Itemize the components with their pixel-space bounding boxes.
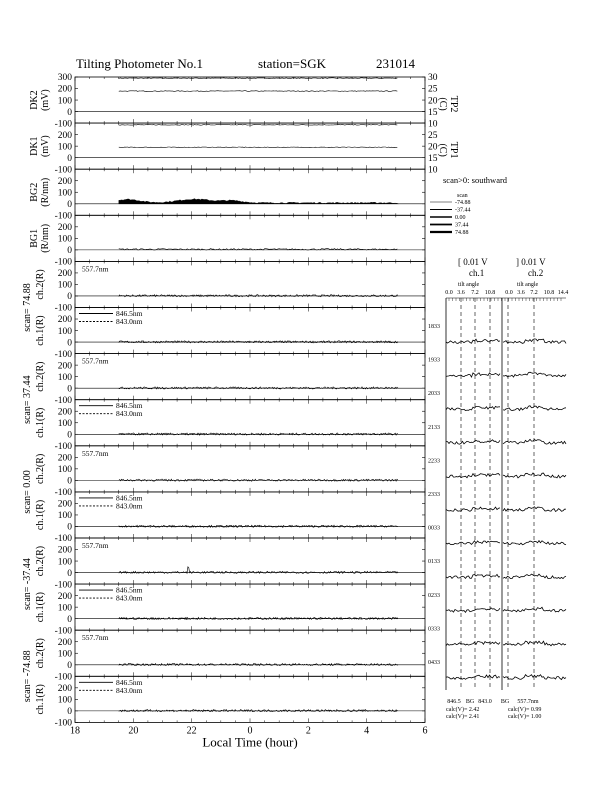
ch2-label: ch.2 — [528, 268, 544, 278]
ch2-profile-trace — [503, 607, 566, 612]
panel-ylabel: ch.1(R) — [35, 684, 46, 715]
y-tick-label: 200 — [57, 637, 72, 648]
scan-legend-value: 0.00 — [455, 215, 466, 221]
legend-label: 846.5nm — [116, 677, 143, 687]
scan-legend-value: 74.88 — [455, 230, 469, 236]
y-tick-label: 200 — [57, 499, 72, 510]
scan-label: scan= 0.00 — [22, 470, 33, 514]
y-tick-label: 200 — [57, 361, 72, 372]
panel-frame — [75, 77, 425, 123]
x-axis-label: Local Time (hour) — [202, 734, 298, 750]
y-tick-label: 100 — [57, 511, 72, 522]
y-tick-label: 100 — [57, 557, 72, 568]
y-tick-label: 0 — [67, 199, 72, 210]
time-label: 0333 — [428, 626, 440, 633]
ch2-profile-trace — [503, 675, 566, 680]
panel-11 — [22, 538, 425, 610]
y-tick-label: 200 — [57, 545, 72, 556]
right-tick-label: 20 — [428, 142, 438, 153]
y-tick-label: -100 — [54, 211, 72, 222]
y-tick-label: 0 — [67, 246, 72, 257]
time-label: 2133 — [428, 424, 440, 431]
legend-label: 846.5nm — [116, 309, 143, 318]
x-tick-label: 0 — [247, 725, 253, 737]
panel-ylabel: DK1(mV) — [29, 135, 51, 157]
y-tick-label: 0 — [67, 660, 72, 671]
ch1-calc-value: calc(V)= 2.42 — [446, 707, 480, 713]
panel-7 — [22, 354, 425, 424]
y-tick-label: -100 — [54, 349, 72, 360]
ch1-tilt-tick: 7.2 — [471, 290, 479, 296]
x-tick-label: 4 — [364, 725, 370, 737]
y-tick-label: 100 — [57, 96, 72, 107]
series-trace — [119, 125, 398, 126]
time-label: 1933 — [428, 357, 440, 364]
x-tick-label: 2 — [305, 725, 311, 737]
legend-label: 843.0nm — [116, 685, 143, 695]
panel-ylabel: ch.2(R) — [35, 453, 46, 484]
ch2-profile-trace — [503, 372, 566, 377]
ch2-profile-trace — [503, 507, 566, 512]
x-tick-label: 18 — [70, 725, 80, 737]
series-trace — [119, 91, 398, 92]
right-tick-label: 20 — [428, 96, 438, 107]
time-label: 1833 — [428, 324, 440, 330]
y-tick-label: -100 — [54, 488, 72, 499]
panel-ylabel: BG1(R/nm) — [29, 223, 51, 253]
panel-ylabel: ch.1(R) — [35, 499, 46, 531]
panel-8 — [35, 400, 425, 452]
y-tick-label: 100 — [57, 372, 72, 383]
y-tick-label: 200 — [57, 130, 72, 141]
y-tick-label: 0 — [67, 107, 72, 118]
panel-ylabel: ch.1(R) — [35, 407, 46, 438]
y-tick-label: 0 — [67, 338, 72, 349]
ch1-profile-trace — [446, 440, 500, 444]
panel-5 — [22, 261, 425, 331]
y-tick-label: 200 — [57, 684, 72, 695]
y-tick-label: 200 — [57, 223, 72, 234]
y-tick-label: 200 — [57, 315, 72, 326]
scan-label: scan= 37.44 — [22, 375, 33, 424]
ch2-scale-label: ] 0.01 V — [516, 257, 546, 267]
profile-bottom-label: 557.7nm — [517, 699, 539, 705]
time-label: 0233 — [428, 592, 440, 599]
ch2-profile-trace — [503, 406, 566, 411]
ch1-profile-trace — [446, 574, 500, 578]
y-tick-label: 0 — [67, 568, 72, 579]
ch2-calc-value: calc(V)= 0.99 — [508, 707, 542, 713]
y-tick-label: 100 — [57, 695, 72, 706]
time-label: 0033 — [428, 525, 440, 532]
y-tick-label: 100 — [57, 418, 72, 429]
scan-label: scan= 74.88 — [22, 283, 33, 332]
y-tick-label: -100 — [54, 442, 72, 452]
x-tick-label: 20 — [128, 725, 139, 737]
time-label: 2233 — [428, 458, 440, 465]
y-tick-label: -100 — [54, 718, 72, 729]
y-tick-label: 100 — [57, 326, 72, 337]
y-tick-label: -100 — [54, 672, 72, 683]
y-tick-label: 200 — [57, 407, 72, 418]
y-tick-label: -100 — [54, 395, 72, 406]
right-axis-label: TP2(C) — [437, 95, 459, 113]
y-tick-label: 0 — [67, 430, 72, 441]
ch2-tilt-tick: 14.4 — [557, 290, 569, 296]
right-tick-label: 15 — [428, 153, 438, 164]
ch2-profile-trace — [503, 473, 566, 478]
right-tick-label: 10 — [428, 119, 438, 130]
right-tick-label: 15 — [428, 107, 438, 118]
y-tick-label: -100 — [54, 303, 72, 314]
ch1-profile-trace — [446, 507, 500, 511]
ch1-profile-trace — [446, 474, 500, 478]
y-tick-label: 100 — [57, 234, 72, 245]
y-tick-label: 100 — [57, 280, 72, 291]
panel-frame — [75, 123, 425, 169]
y-tick-label: 200 — [57, 591, 72, 602]
panel-12 — [35, 584, 425, 636]
ch1-tilt-label: tilt angle — [458, 282, 480, 288]
panel-ylabel: DK2(mV) — [29, 89, 51, 111]
panel-ylabel: ch.1(R) — [35, 592, 46, 623]
right-tick-label: 25 — [428, 84, 438, 95]
legend-label: 846.5nm — [116, 585, 143, 595]
y-tick-label: -100 — [54, 534, 72, 545]
y-tick-label: 100 — [57, 603, 72, 614]
scan-label: scan= -37.44 — [22, 558, 33, 610]
background-fill — [119, 199, 399, 204]
y-tick-label: 0 — [67, 384, 72, 395]
panel-4 — [29, 215, 425, 267]
panel-frame — [75, 354, 425, 400]
y-tick-label: 0 — [67, 292, 72, 303]
legend-label: 843.0nm — [116, 409, 143, 419]
right-tick-label: 25 — [428, 130, 438, 141]
legend-label: 843.0nm — [116, 501, 143, 511]
profile-bottom-label: BG — [500, 699, 510, 705]
station-label: station=SGK — [258, 56, 327, 71]
chart-title: Tilting Photometer No.1 — [76, 56, 204, 71]
y-tick-label: 100 — [57, 465, 72, 476]
legend-label: 846.5nm — [116, 493, 143, 503]
profile-bottom-label: 843.0 — [478, 699, 492, 705]
scan-legend-value: 37.44 — [455, 222, 469, 229]
panel-annotation: 557.7nm — [82, 264, 109, 274]
profile-bottom-label: 846.5 — [447, 699, 461, 705]
ch2-profile-trace — [503, 574, 566, 579]
x-tick-label: 6 — [422, 725, 428, 737]
ch2-profile-trace — [503, 641, 566, 646]
ch1-tilt-tick: 0.0 — [445, 290, 453, 296]
panel-annotation: 557.7nm — [82, 633, 109, 643]
panel-frame — [75, 215, 425, 261]
panel-9 — [22, 446, 425, 514]
panel-frame — [75, 446, 425, 492]
panel-6 — [35, 308, 425, 360]
time-label: 2333 — [428, 492, 440, 498]
panel-annotation: 557.7nm — [82, 541, 109, 550]
ch1-calc-value: calc(V)= 2.41 — [446, 714, 480, 720]
panel-frame — [75, 538, 425, 584]
ch1-profile-trace — [446, 675, 500, 679]
scan-legend-value: -74.88 — [455, 200, 471, 206]
scan-legend-title: scan — [457, 193, 468, 199]
y-tick-label: 100 — [57, 188, 72, 199]
y-tick-label: -100 — [54, 626, 72, 637]
right-axis-label: TP1(C) — [437, 141, 459, 159]
time-label: 0133 — [428, 559, 440, 566]
panel-ylabel: BG2(R/nm) — [29, 177, 51, 207]
y-tick-label: 200 — [57, 453, 72, 464]
scan-label: scan= -74.88 — [22, 650, 33, 703]
y-tick-label: 200 — [57, 269, 72, 280]
panel-ylabel: ch.1(R) — [35, 315, 46, 346]
ch1-label: ch.1 — [469, 268, 485, 278]
y-tick-label: 100 — [57, 649, 72, 660]
ch2-profile-trace — [503, 541, 566, 545]
ch1-tilt-tick: 10.8 — [484, 290, 496, 296]
ch2-calc-value: calc(V)= 1.00 — [508, 714, 542, 720]
time-label: 0433 — [428, 660, 440, 666]
panel-2 — [29, 123, 459, 175]
y-tick-label: 0 — [67, 476, 72, 487]
ch2-tilt-tick: 10.8 — [543, 290, 555, 296]
panel-ylabel: ch.2(R) — [35, 361, 46, 392]
y-tick-label: -100 — [54, 257, 72, 268]
panel-frame — [75, 630, 425, 676]
ch1-profile-trace — [446, 541, 500, 545]
panel-frame — [75, 261, 425, 307]
y-tick-label: 300 — [57, 73, 72, 84]
ch1-profile-trace — [446, 373, 500, 377]
x-tick-label: 22 — [186, 725, 197, 737]
y-tick-label: 100 — [57, 142, 72, 153]
scan-legend-value: -37.44 — [455, 207, 471, 214]
ch1-profile-trace — [446, 608, 500, 613]
legend-label: 846.5nm — [116, 401, 143, 411]
time-label: 2033 — [428, 391, 440, 398]
panel-10 — [35, 492, 425, 544]
panel-3 — [29, 169, 425, 221]
y-tick-label: 0 — [67, 614, 72, 625]
ch2-tilt-tick: 3.6 — [517, 290, 525, 296]
ch2-tilt-label: tilt angle — [517, 282, 539, 288]
panel-ylabel: ch.2(R) — [35, 638, 46, 669]
scan-direction-note: scan>0: southward — [443, 175, 508, 185]
y-tick-label: 200 — [57, 176, 72, 187]
y-tick-label: 0 — [67, 707, 72, 718]
ch1-profile-trace — [446, 339, 500, 343]
ch2-profile-trace — [503, 339, 566, 344]
panel-13 — [22, 630, 425, 702]
y-tick-label: -100 — [54, 580, 72, 591]
legend-label: 843.0nm — [116, 317, 143, 326]
ch2-tilt-tick: 7.2 — [530, 290, 538, 296]
right-tick-label: 30 — [428, 73, 438, 84]
y-tick-label: 0 — [67, 153, 72, 164]
panel-annotation: 557.7nm — [82, 356, 109, 366]
series-trace — [119, 147, 398, 148]
panel-1 — [29, 73, 459, 129]
panel-14 — [35, 676, 425, 728]
y-tick-label: -100 — [54, 165, 72, 176]
date-label: 231014 — [376, 56, 415, 71]
ch2-profile-trace — [503, 439, 566, 444]
panel-ylabel: ch.2(R) — [35, 545, 46, 577]
legend-label: 843.0nm — [116, 593, 143, 603]
panel-annotation: 557.7nm — [82, 448, 109, 458]
ch1-tilt-tick: 3.6 — [457, 290, 465, 296]
y-tick-label: -100 — [54, 119, 72, 130]
panel-ylabel: ch.2(R) — [35, 269, 46, 300]
panel-frame — [75, 169, 425, 215]
ch1-profile-trace — [446, 406, 500, 410]
series-trace — [119, 78, 398, 79]
ch1-scale-label: [ 0.01 V — [458, 257, 488, 267]
y-tick-label: 0 — [67, 522, 72, 533]
ch2-tilt-tick: 0.0 — [505, 290, 513, 296]
ch1-profile-trace — [446, 642, 500, 646]
right-tick-label: 10 — [428, 165, 438, 176]
profile-bottom-label: BG — [465, 699, 475, 705]
y-tick-label: 200 — [57, 84, 72, 95]
